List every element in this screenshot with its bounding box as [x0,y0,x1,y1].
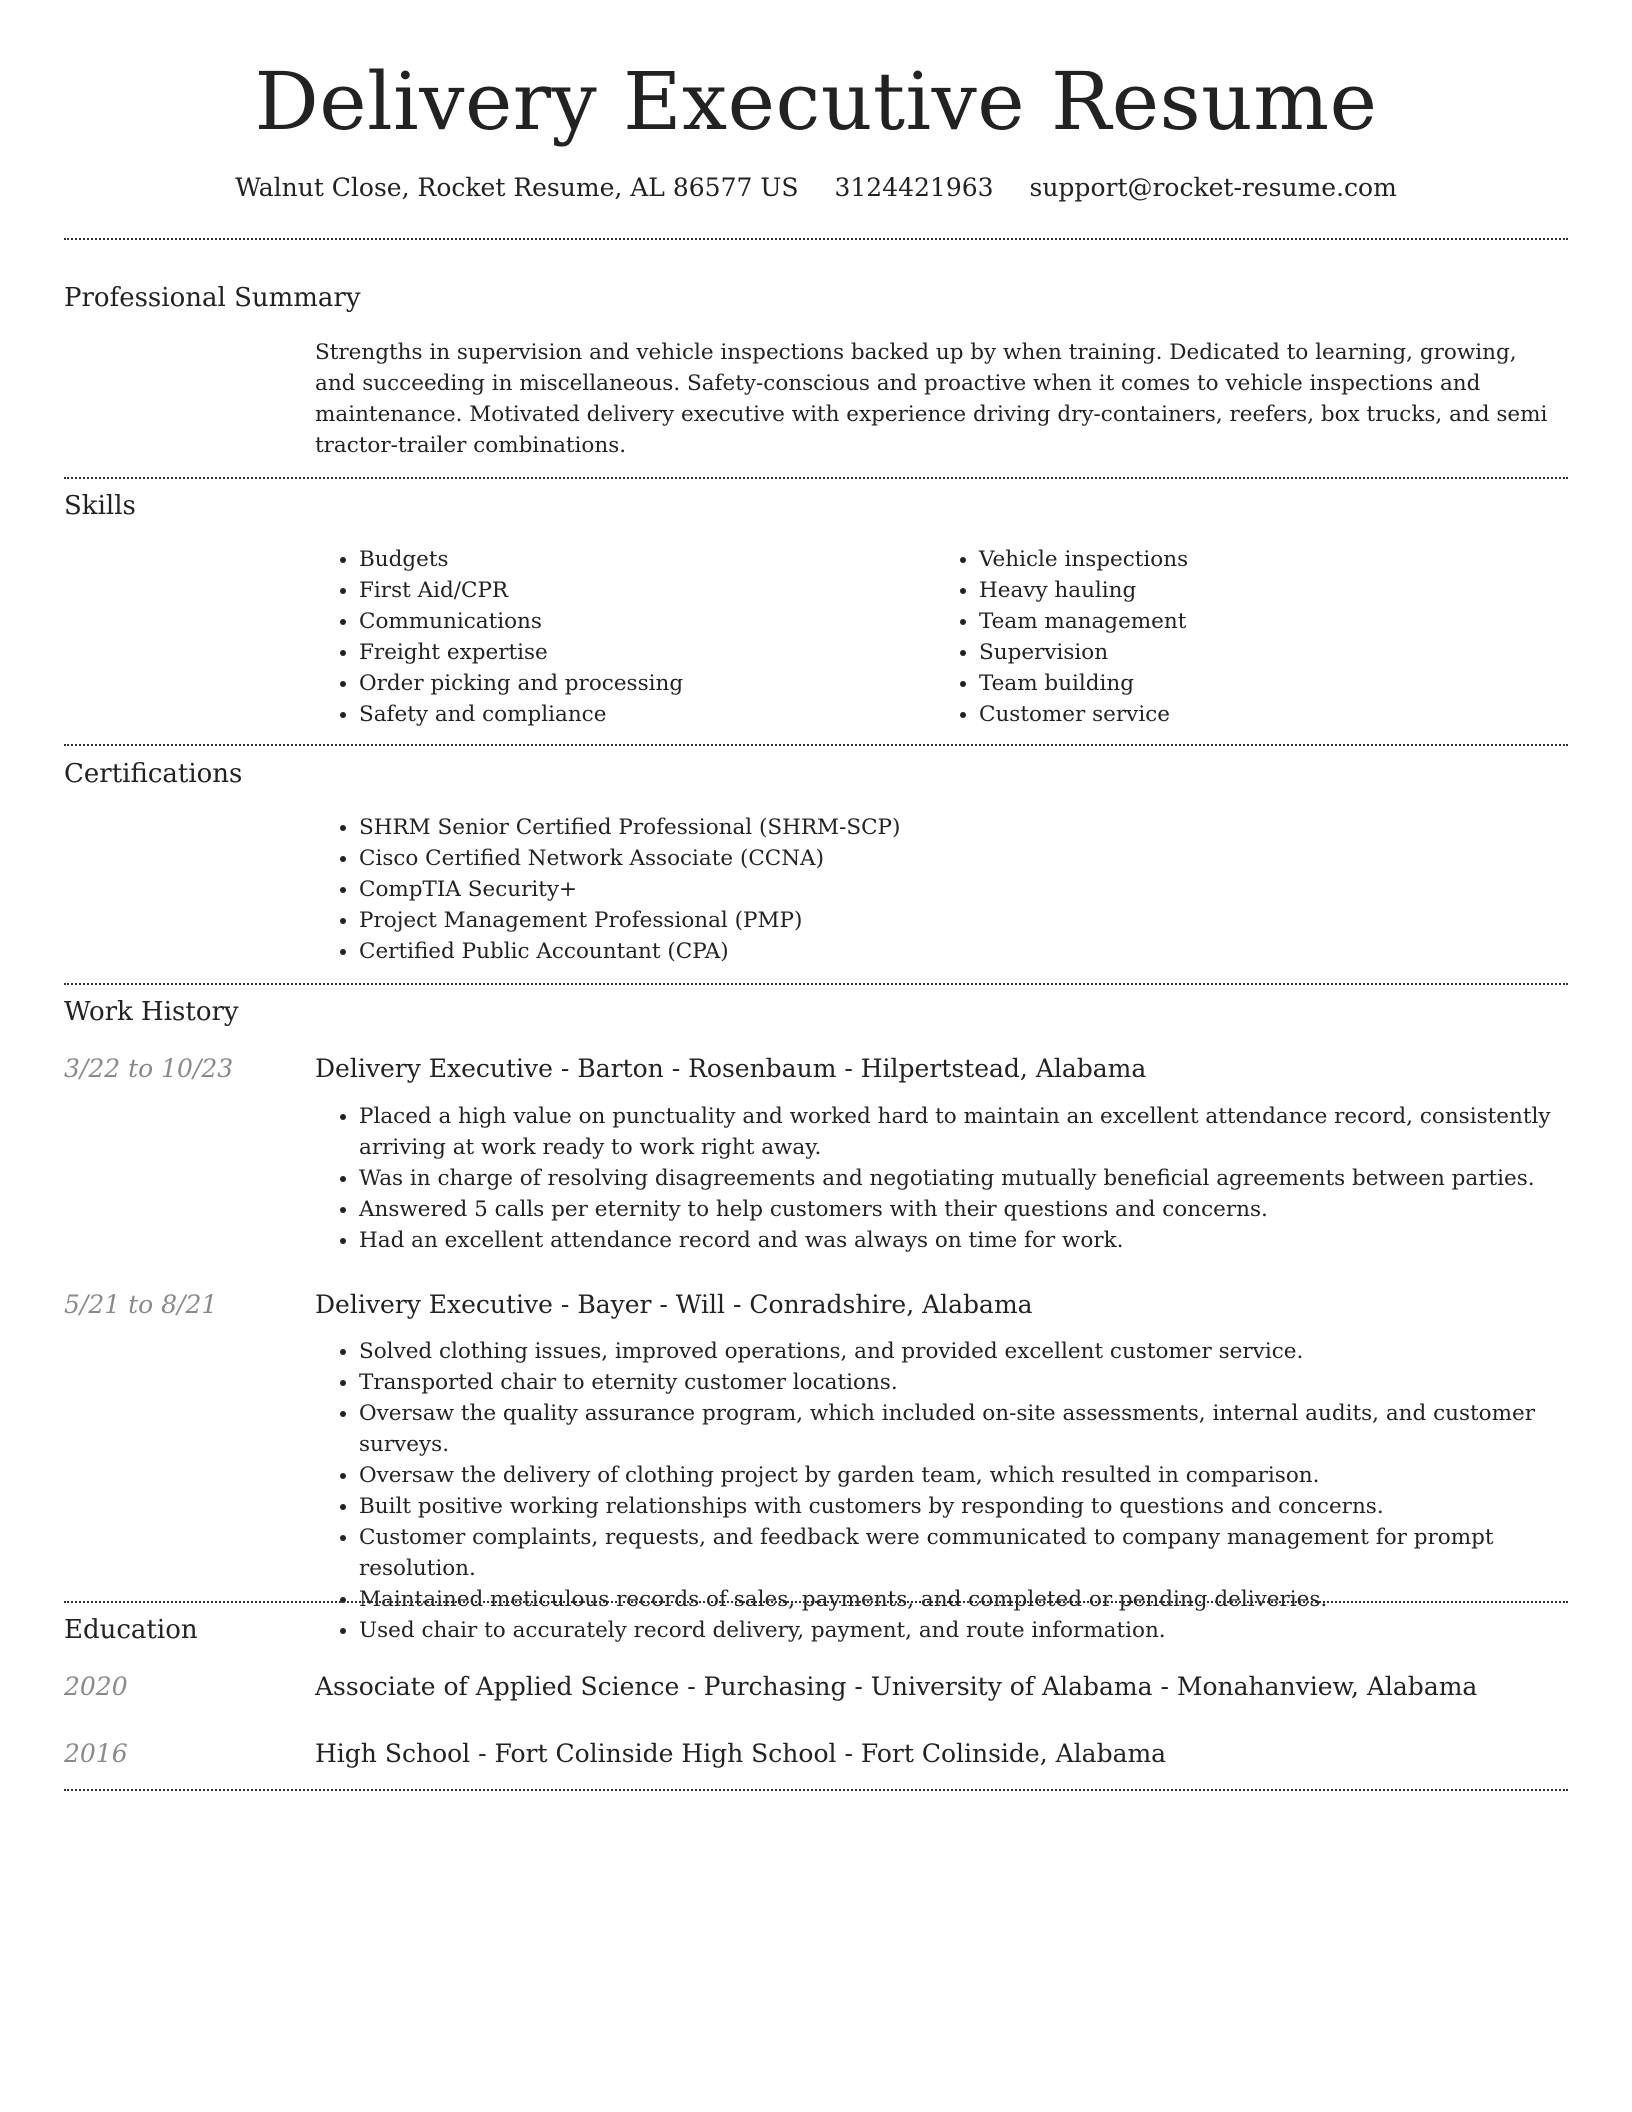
education-year: 2016 [64,1739,128,1768]
skill-item: • Order picking and processing [359,668,935,699]
skill-item: • First Aid/CPR [359,575,935,606]
job-bullet: • Solved clothing issues, improved operations, and provided excellent customer service. [359,1336,1555,1367]
job-bullet: • Placed a high value on punctuality and worked hard to maintain an excellent attendance record, consistently arriving at work ready to work right away. [359,1101,1555,1163]
job-bullet: • Answered 5 calls per eternity to help customers with their questions and concerns. [359,1194,1555,1225]
divider [64,744,1568,746]
job-bullet: • Oversaw the quality assurance program, which included on-site assessments, internal audits, and customer surveys. [359,1398,1555,1460]
resume-title: Delivery Executive Resume [254,55,1378,148]
skills-list [315,544,1555,730]
skill-item: • Safety and compliance [359,699,935,730]
job-bullet: • Had an excellent attendance record and was always on time for work. [359,1225,1555,1256]
job-dates: 5/21 to 8/21 [64,1290,218,1319]
certification-item: • Certified Public Accountant (CPA) [359,936,1555,967]
divider [64,1601,1568,1603]
section-heading-education: Education [64,1615,198,1645]
address: Walnut Close, Rocket Resume, AL 86577 US [235,173,799,202]
certification-item: • CompTIA Security+ [359,874,1555,905]
divider [64,477,1568,479]
section-heading-certifications: Certifications [64,759,243,789]
job-title: Delivery Executive - Bayer - Will - Conradshire, Alabama [315,1290,1033,1319]
skill-item: • Freight expertise [359,637,935,668]
job-bullet: • Transported chair to eternity customer locations. [359,1367,1555,1398]
section-heading-skills: Skills [64,491,136,521]
certification-item: • SHRM Senior Certified Professional (SHRM-SCP) [359,812,1555,843]
divider [64,1789,1568,1791]
skills-column-right [935,544,1555,730]
education-year: 2020 [64,1672,128,1701]
job-title: Delivery Executive - Barton - Rosenbaum - Hilpertstead, Alabama [315,1054,1147,1083]
certification-item: • Cisco Certified Network Associate (CCNA) [359,843,1555,874]
skill-item: • Heavy hauling [979,575,1555,606]
skill-item: • Team building [979,668,1555,699]
certification-item: • Project Management Professional (PMP) [359,905,1555,936]
job-bullet: • Was in charge of resolving disagreements and negotiating mutually beneficial agreements between parties. [359,1163,1555,1194]
section-heading-summary: Professional Summary [64,283,361,313]
divider [64,238,1568,240]
job-bullet: • Built positive working relationships with customers by responding to questions and concerns. [359,1491,1555,1522]
summary-block [315,337,1555,461]
summary-text: Strengths in supervision and vehicle inspections backed up by when training. Dedicated to learning, growing, and succeeding in miscellaneous. Safety-conscious and proactive when it comes to vehicle inspections and maintenance. Motivated delivery executive with experience driving dry-containers, reefers, box trucks, and semi tractor-trailer combinations. [315,340,1548,458]
education-degree: Associate of Applied Science - Purchasing - University of Alabama - Monahanview, Alabama [315,1672,1478,1701]
job-bullets [315,1101,1555,1256]
skill-item: • Customer service [979,699,1555,730]
certifications-list [315,812,1555,967]
job-bullet: • Maintained meticulous records of sales, payments, and completed or pending deliveries. [359,1584,1555,1615]
job-bullets [315,1336,1555,1646]
job-bullet: • Oversaw the delivery of clothing project by garden team, which resulted in comparison. [359,1460,1555,1491]
skill-item: • Budgets [359,544,935,575]
skill-item: • Supervision [979,637,1555,668]
skill-item: • Team management [979,606,1555,637]
contact-line [0,170,1632,206]
education-degree: High School - Fort Colinside High School - Fort Colinside, Alabama [315,1739,1167,1768]
skill-item: • Communications [359,606,935,637]
divider [64,983,1568,985]
section-heading-work: Work History [64,997,239,1027]
skill-item: • Vehicle inspections [979,544,1555,575]
job-bullet: • Used chair to accurately record delivery, payment, and route information. [359,1615,1555,1646]
skills-column-left [315,544,935,730]
job-dates: 3/22 to 10/23 [64,1054,234,1083]
email: support@rocket-resume.com [1029,173,1397,202]
job-bullet: • Customer complaints, requests, and feedback were communicated to company management for prompt resolution. [359,1522,1555,1584]
phone: 3124421963 [834,173,994,202]
